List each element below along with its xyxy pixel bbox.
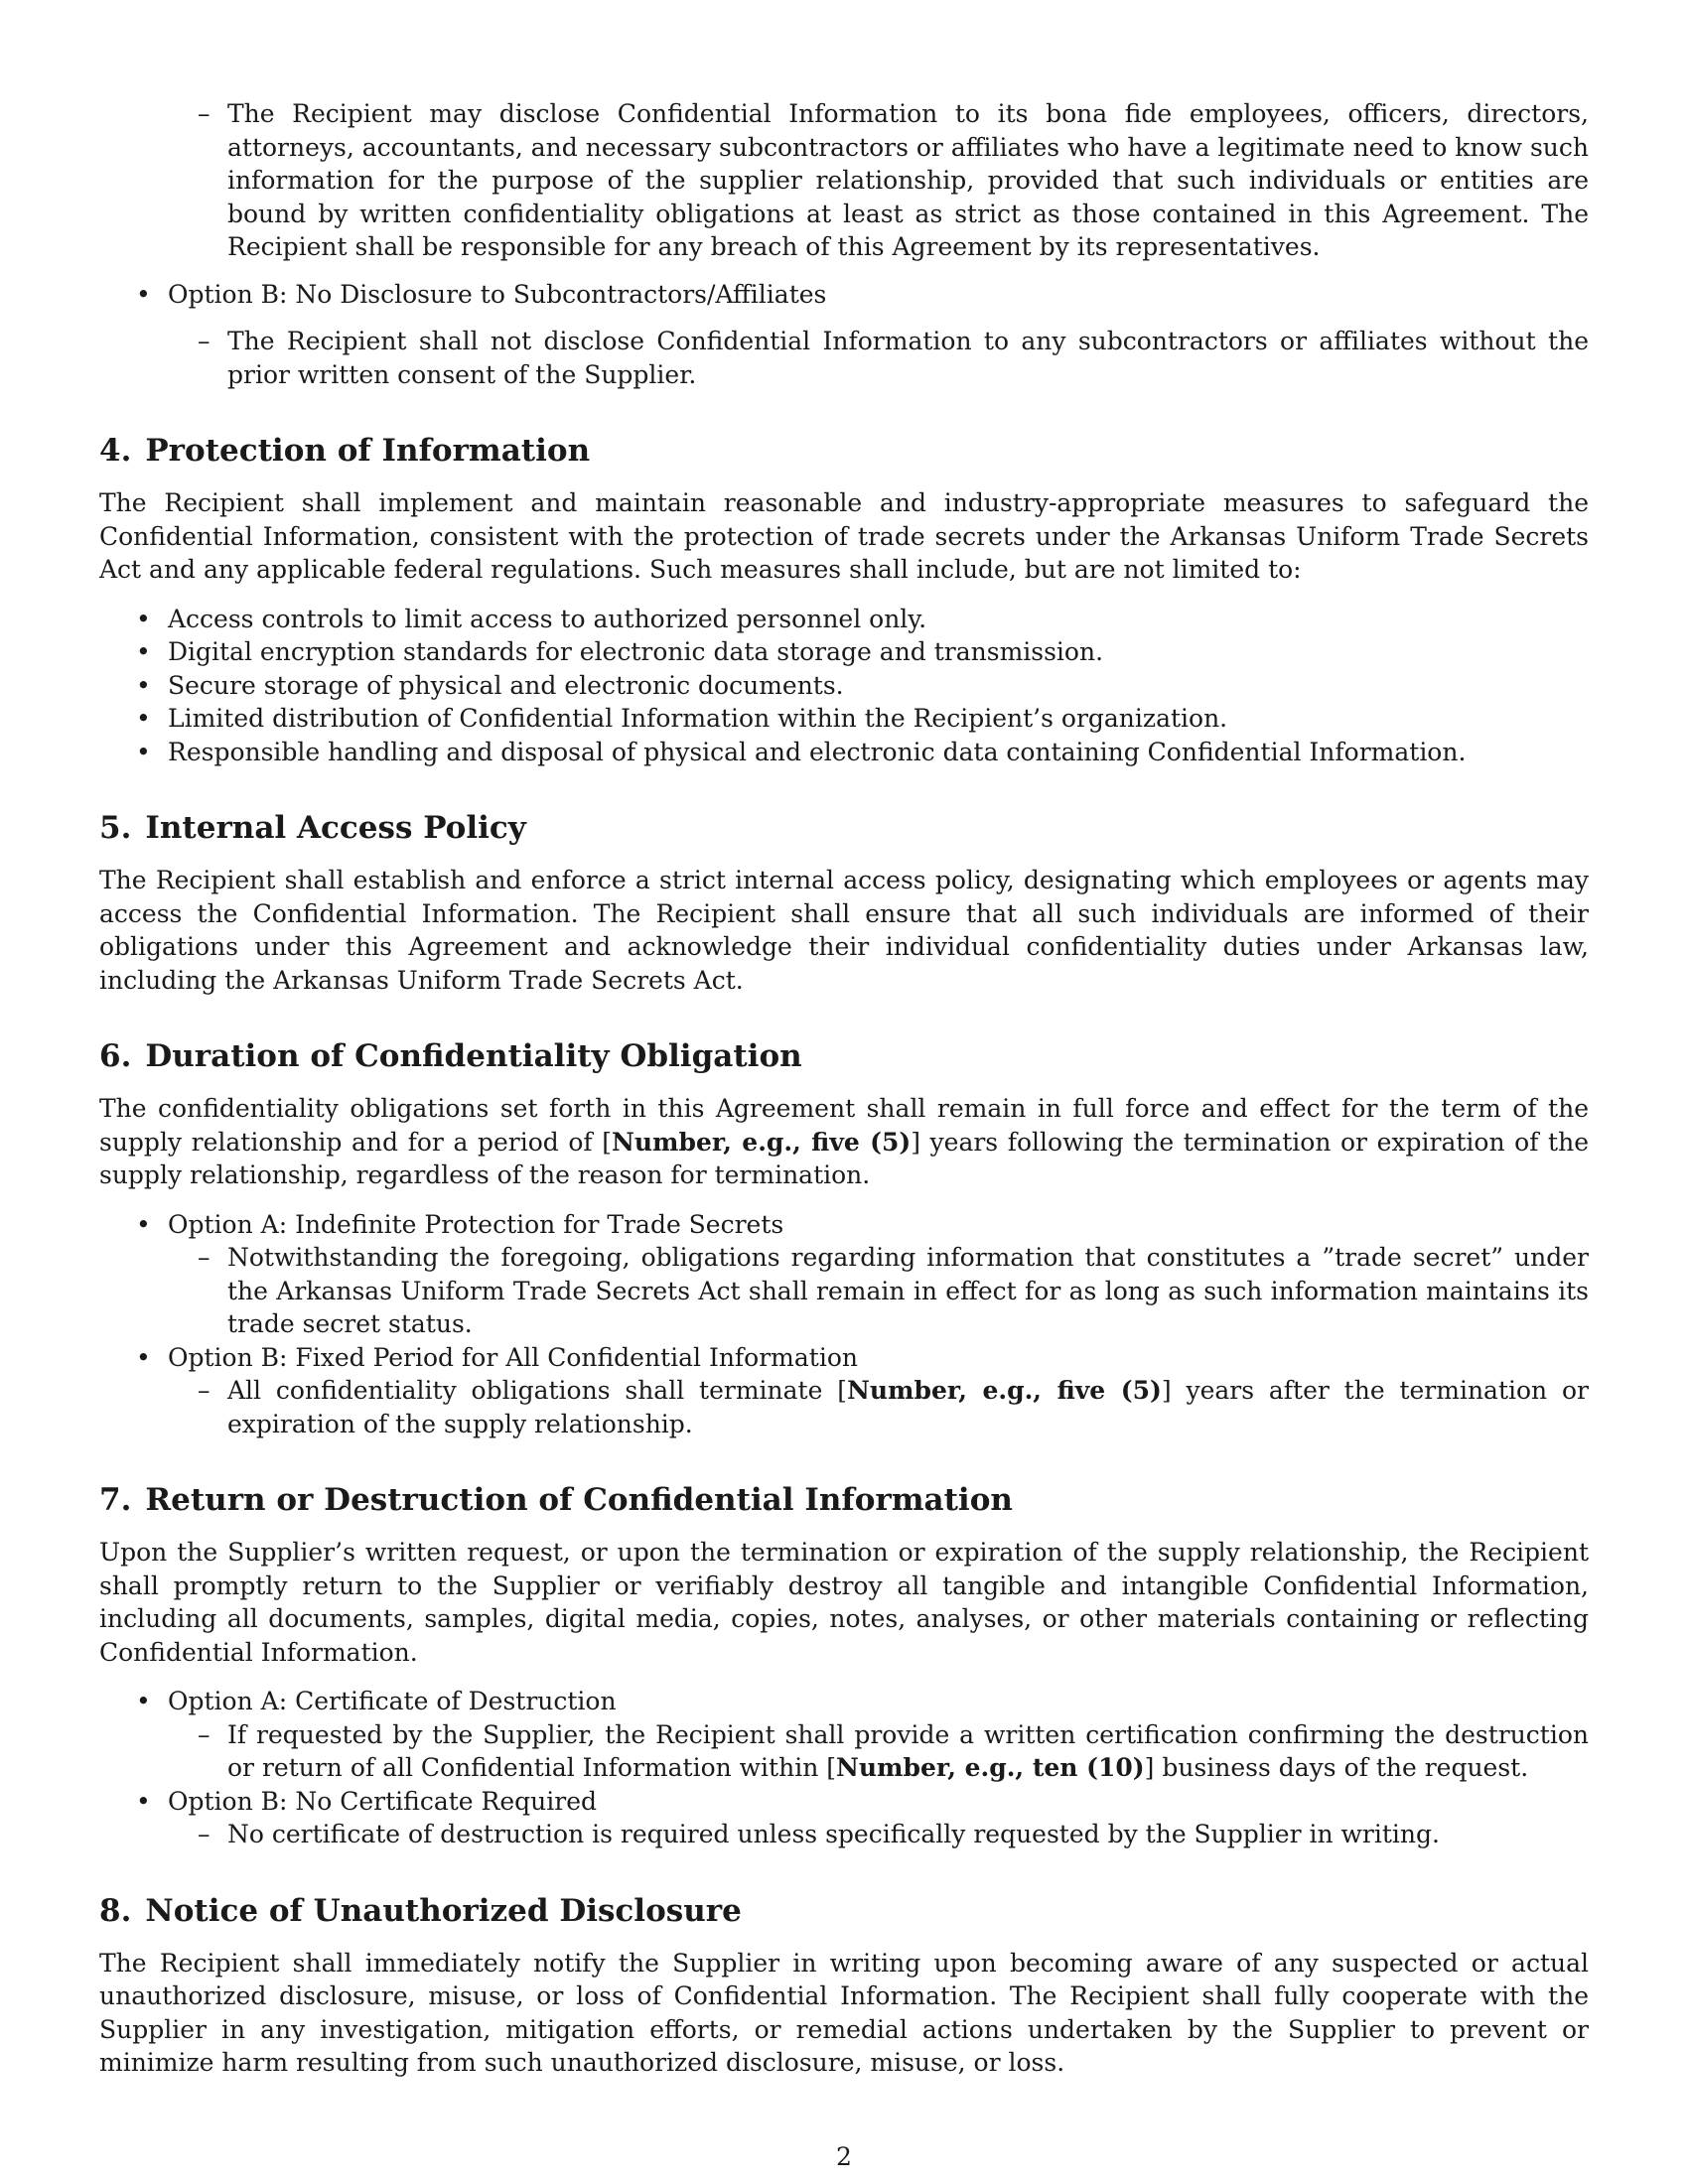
section-8-body: The Recipient shall immediately notify the Supplier in writing upon becoming aware of any suspected or actual unauthorized disclosure, misuse, or loss of Confidential Information. The Recipient shall fully cooperate with the Supplier in any investigation, mitigation efforts, or remedial actions undertaken by the Supplier to prevent or minimize harm resulting from such unauthorized disclosure, misuse, or loss. [99, 1948, 1589, 2077]
option-a-item [99, 1685, 1589, 1785]
option-b-label: Option B: No Certificate Required [168, 1786, 598, 1816]
section-4-intro: The Recipient shall implement and maintain reasonable and industry-appropriate measures to safeguard the Confidential Information, consistent with the protection of trade secrets under the Arkansas Uniform Trade Secrets Act and any applicable federal regulations. Such measures shall include, but are not limited to: [99, 488, 1589, 584]
list-item: • Digital encryption standards for electronic data storage and transmission. [99, 635, 1589, 669]
option-a-text: – Notwithstanding the foregoing, obligations regarding information that constitutes a ”trade secret” under the Arkansas Uniform Trade Secrets Act shall remain in effect for as long as such information maintains its trade secret status. [168, 1241, 1589, 1341]
section-title: Internal Access Policy [145, 810, 526, 846]
section-number: 8. [99, 1892, 132, 1929]
body-text: All confidentiality obligations shall terminate [ [227, 1376, 847, 1405]
section-title: Notice of Unauthorized Disclosure [145, 1892, 742, 1929]
page-number: 2 [836, 2142, 852, 2171]
option-a-sublist [168, 1718, 1589, 1785]
continued-dash-list [99, 97, 1589, 264]
section-number: 5. [99, 810, 132, 846]
option-a-item [99, 1208, 1589, 1341]
option-b-text: – The Recipient shall not disclose Confidential Information to any subcontractors or affiliates without the prior written consent of the Supplier. [168, 325, 1589, 391]
section-6-heading [99, 1038, 1589, 1074]
section-number: 6. [99, 1038, 132, 1074]
option-b-sublist [168, 1374, 1589, 1440]
body-text: If requested by the Supplier, the Recipient shall provide a written certification confirming the destruction or return of all Confidential Information within [ [227, 1719, 1589, 1782]
section-title: Duration of Confidentiality Obligation [145, 1038, 802, 1074]
list-item: • Limited distribution of Confidential Information within the Recipient’s organization. [99, 702, 1589, 736]
option-a-label: Option A: Certificate of Destruction [168, 1687, 617, 1715]
option-b-item [99, 278, 1589, 392]
option-a-label: Option A: Indefinite Protection for Trade Secrets [168, 1209, 784, 1239]
option-b-label: Option B: No Disclosure to Subcontractors/Affiliates [168, 279, 827, 309]
option-a-sublist [168, 1241, 1589, 1341]
representatives-clause: – The Recipient may disclose Confidential Information to its bona fide employees, officers, directors, attorneys, accountants, and necessary subcontractors or affiliates who have a legitimate need to know such information for the purpose of the supplier relationship, provided that such individuals or entities are bound by written confidentiality obligations at least as strict as those contained in this Agreement. The Recipient shall be responsible for any breach of this Agreement by its representatives. [99, 97, 1589, 264]
placeholder-term: Number, e.g., five (5) [846, 1376, 1162, 1405]
body-text: ] business days of the request. [1144, 1753, 1529, 1782]
section-7-heading [99, 1482, 1589, 1518]
body-text: ] years following the termination or expiration of the supply relationship, regardless of the reason for termination. [99, 1127, 1589, 1189]
body-text: The confidentiality obligations set forth in this Agreement shall remain in full force and effect for the term of the supply relationship and for a period of [ [99, 1094, 1589, 1157]
option-b-text [168, 1374, 1589, 1440]
disclosure-options-list [99, 278, 1589, 392]
option-b-text: – No certificate of destruction is required unless specifically requested by the Supplier in writing. [168, 1818, 1589, 1851]
placeholder-term: Number, e.g., five (5) [612, 1127, 912, 1157]
option-a-text [168, 1718, 1589, 1785]
list-item: • Responsible handling and disposal of physical and electronic data containing Confidential Information. [99, 736, 1589, 769]
option-b-sublist [168, 325, 1589, 391]
section-7-body: Upon the Supplier’s written request, or upon the termination or expiration of the supply relationship, the Recipient shall promptly return to the Supplier or verifiably destroy all tangible and intangible Confidential Information, including all documents, samples, digital media, copies, notes, analyses, or other materials containing or reflecting Confidential Information. [99, 1538, 1589, 1667]
section-6-body [99, 1092, 1589, 1192]
section-6-options-list [99, 1208, 1589, 1441]
body-text: ] years after the termination or expiration of the supply relationship. [227, 1376, 1589, 1438]
section-number: 4. [99, 433, 132, 469]
section-8-heading [99, 1893, 1589, 1929]
section-4-measures-list [99, 603, 1589, 769]
option-b-item [99, 1785, 1589, 1851]
section-number: 7. [99, 1482, 132, 1518]
section-5-heading [99, 810, 1589, 846]
section-title: Return or Destruction of Confidential Information [145, 1482, 1013, 1518]
list-item: • Secure storage of physical and electronic documents. [99, 669, 1589, 703]
placeholder-term: Number, e.g., ten (10) [836, 1753, 1145, 1782]
option-b-item [99, 1341, 1589, 1441]
option-b-label: Option B: Fixed Period for All Confidential Information [168, 1342, 858, 1372]
section-4-heading [99, 433, 1589, 469]
document-page [99, 97, 1589, 2080]
option-b-sublist [168, 1818, 1589, 1851]
list-item: • Access controls to limit access to authorized personnel only. [99, 603, 1589, 636]
section-5-body: The Recipient shall establish and enforce a strict internal access policy, designating which employees or agents may access the Confidential Information. The Recipient shall ensure that all such individuals are informed of their obligations under this Agreement and acknowledge their individual confidentiality duties under Arkansas law, including the Arkansas Uniform Trade Secrets Act. [99, 866, 1589, 995]
section-7-options-list [99, 1685, 1589, 1851]
section-title: Protection of Information [145, 433, 591, 469]
